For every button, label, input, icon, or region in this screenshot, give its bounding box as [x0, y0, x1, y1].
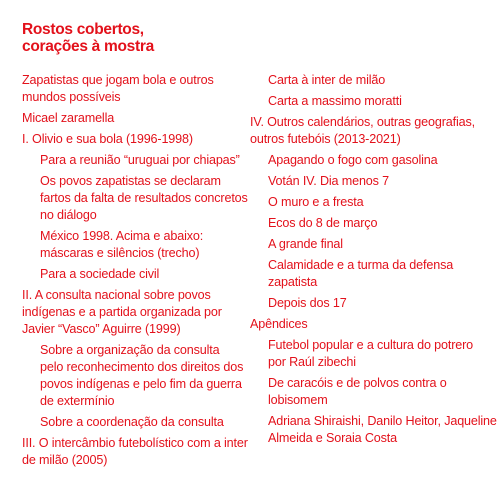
toc-subsection-entry — [250, 295, 480, 312]
toc-subsection-entry — [250, 337, 480, 371]
toc-section-entry — [22, 287, 244, 338]
toc-entry-line: I. Olivio e sua bola (1996-1998) — [22, 132, 193, 146]
toc-subsection-entry — [250, 93, 480, 110]
toc-entry-line: II. A consulta nacional sobre povos — [22, 288, 211, 302]
toc-subsection-entry — [22, 228, 244, 262]
toc-entry-line: Depois dos 17 — [268, 296, 347, 310]
toc-subsection-entry — [22, 414, 244, 431]
toc-entry-line: De caracóis e de polvos contra o — [268, 376, 447, 390]
toc-entry-line: fartos da falta de resultados concretos — [40, 191, 248, 205]
toc-subsection-entry — [250, 152, 480, 169]
toc-entry-line: III. O intercâmbio futebolístico com a inter — [22, 436, 248, 450]
toc-subsection-entry — [22, 266, 244, 283]
toc-subsection-entry — [250, 236, 480, 253]
toc-entry-line: zapatista — [268, 275, 318, 289]
toc-entry-line: Apagando o fogo com gasolina — [268, 153, 438, 167]
toc-entry-line: Carta a massimo moratti — [268, 94, 402, 108]
toc-entry-line: Votán IV. Dia menos 7 — [268, 174, 390, 188]
toc-entry-line: no diálogo — [40, 208, 97, 222]
toc-section-entry — [250, 316, 480, 333]
toc-subsection-entry — [250, 194, 480, 211]
toc-entry-line: lobisomem — [268, 393, 328, 407]
toc-entry-line: México 1998. Acima e abaixo: — [40, 229, 204, 243]
toc-entry-line: Sobre a coordenação da consulta — [40, 415, 224, 429]
toc-entry-line: pelo reconhecimento dos direitos dos — [40, 360, 244, 374]
toc-subsection-entry — [22, 173, 248, 224]
toc-section-entry — [22, 110, 244, 127]
toc-section-entry — [22, 72, 244, 106]
toc-entry-line: Micael zaramella — [22, 111, 115, 125]
toc-entry-line: povos indígenas e pelo fim da guerra — [40, 377, 242, 391]
toc-subsection-entry — [250, 375, 480, 409]
toc-subsection-entry — [250, 215, 480, 232]
toc-subsection-entry — [250, 173, 480, 190]
toc-entry-line: A grande final — [268, 237, 343, 251]
toc-entry-line: O muro e a fresta — [268, 195, 364, 209]
toc-entry-line: de milão (2005) — [22, 453, 108, 467]
page-title-line: corações à mostra — [22, 38, 154, 55]
toc-subsection-entry — [250, 257, 480, 291]
toc-entry-line: mundos possíveis — [22, 90, 121, 104]
toc-entry-line: Para a reunião “uruguai por chiapas” — [40, 153, 240, 167]
toc-entry-line: de extermínio — [40, 394, 115, 408]
toc-entry-line: Almeida e Soraia Costa — [268, 431, 398, 445]
toc-right-column — [250, 72, 497, 451]
toc-entry-line: Sobre a organização da consulta — [40, 343, 220, 357]
toc-subsection-entry — [22, 342, 244, 410]
toc-entry-line: Javier “Vasco” Aguirre (1999) — [22, 322, 181, 336]
toc-entry-line: máscaras e silêncios (trecho) — [40, 246, 200, 260]
toc-entry-line: Futebol popular e a cultura do potrero — [268, 338, 474, 352]
toc-entry-line: Adriana Shiraishi, Danilo Heitor, Jaqueline — [268, 414, 497, 428]
toc-section-entry — [250, 114, 480, 148]
toc-entry-line: Calamidade e a turma da defensa — [268, 258, 454, 272]
toc-entry-line: outros futebóis (2013-2021) — [250, 132, 401, 146]
toc-subsection-entry — [250, 72, 480, 89]
toc-subsection-entry — [22, 152, 244, 169]
toc-entry-line: Para a sociedade civil — [40, 267, 160, 281]
toc-entry-line: por Raúl zibechi — [268, 355, 356, 369]
toc-entry-line: Ecos do 8 de março — [268, 216, 378, 230]
toc-entry-line: IV. Outros calendários, outras geografias, — [250, 115, 475, 129]
toc-entry-line: Apêndices — [250, 317, 308, 331]
toc-entry-line: Zapatistas que jogam bola e outros — [22, 73, 214, 87]
toc-entry-line: Carta à inter de milão — [268, 73, 386, 87]
page-title — [22, 21, 154, 55]
toc-section-entry — [22, 435, 248, 469]
page-title-line: Rostos cobertos, — [22, 21, 144, 38]
toc-subsection-entry — [250, 413, 497, 447]
toc-left-column — [22, 72, 248, 473]
toc-entry-line: indígenas e a partida organizada por — [22, 305, 222, 319]
toc-section-entry — [22, 131, 244, 148]
toc-entry-line: Os povos zapatistas se declaram — [40, 174, 221, 188]
